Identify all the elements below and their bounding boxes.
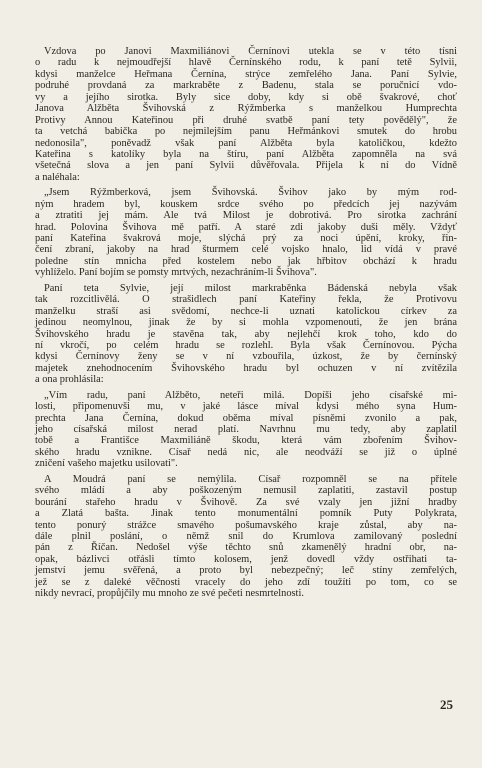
text-line: jeho císařská milost nerad platí. Navrhnu mu tedy, aby zaplatil — [35, 424, 457, 435]
text-line: ta vetchá babička po nejmilejším panu Heřmánkovi smutek do hrobu — [35, 126, 457, 138]
text-line: vyhlíželo. Paní bojím se pomsty mrtvých, nezachráním-li Švihova". — [35, 267, 317, 279]
text-line: Janova Alžběta Švihovská z Rýžmberka s manželkou Humprechta — [35, 103, 457, 115]
text-line: Vzdova po Janovi Maxmiliánovi Černínovi utekla se v této tísni — [44, 46, 457, 57]
text-line: prechta Jana Černína, dokud oběma míval písněmi zvonilo a pak, — [35, 412, 457, 424]
text-line: paní Kateřina švakrová moje, slýchá prý za noci úpění, kroky, řin- — [35, 233, 457, 244]
text-line: a ztratiti jej mám. Ale tvá Milost je dobrotivá. Pro sirotka zachrání — [35, 210, 457, 222]
text-line: Švihovského hradu je stavěna tak, aby nejlehčí krok toho, kdo do — [35, 328, 457, 340]
text-line: tak rozcitlivělá. O strašidlech paní Kateřiny řekla, že Protivovu — [35, 294, 457, 306]
text-line: jedinou neomylnou, jinak že by si mohla vzpomenouti, že jen brána — [35, 317, 457, 329]
text-line: hrad. Polovina Švihova mě patří. A staré zdi jakoby duši měly. Vždyť — [35, 221, 457, 233]
paragraph — [35, 283, 457, 386]
text-line: všetečná slova a jen paní Sylvii důvěřovala. Přijela k ní do Vídně — [35, 160, 457, 172]
text-line: ným hradem byl, kouskem srdce svého po předcích jej nazývám — [35, 198, 457, 210]
text-line: nedonosila", poněvadž však paní Alžběta byla katoličkou, kdežto — [35, 137, 457, 149]
text-line: ského hradu vznikne. Císař nedá nic, ale neodváží se již o úplné — [35, 446, 457, 458]
paragraph — [35, 46, 457, 183]
text-line: Paní teta Sylvie, její milost markraběnka Bádenská nebyla však — [44, 282, 457, 294]
paragraph — [35, 187, 457, 279]
text-line: o radu k nejmoudřejší hlavě Černínského rodu, k paní tetě Sylvii, — [35, 57, 457, 69]
text-line: A Moudrá paní se nemýlila. Císař rozpomněl se na přítele — [44, 473, 457, 485]
text-line: dále plnil poslání, o němž snil do Krumlova zamilovaný poslední — [35, 530, 457, 542]
text-line: tobě a Františce Maxmiliáně škodu, která vám zbořením Švihov- — [35, 435, 457, 447]
text-line: poledne stín mnicha před kostelem nebo jak hřbitov obchází k hradu — [35, 255, 457, 267]
text-line: majetek znehodnocením Švihovského hradu byl ochuzen v ní zvítězila — [35, 362, 457, 374]
text-line: jež se z daleké věčnosti vracely do jeho zdí toužíti po tom, co se — [35, 576, 457, 588]
text-line: losti, připomenuvši mu, v jaké lásce míval kdysi mého syna Hum- — [35, 401, 457, 413]
paragraph — [35, 390, 457, 470]
text-line: „Vím radu, paní Alžběto, neteři milá. Dopíši jeho císařské mi- — [44, 389, 457, 401]
text-line: bourání stařeho hradu v Švihově. Za své vzaly jen jižní hradby — [35, 496, 457, 508]
text-line: opak, bázlivci otřásli tímto kolosem, jenž dovedl vždy ostřihati ta- — [35, 553, 457, 565]
text-line: kdysi manželce Heřmana Černína, strýce zemřelého Jana. Paní Sylvie, — [35, 68, 457, 80]
text-line: čení zbraní, jakoby na hrad šturmem celé vojsko hnalo, lid vídá v pravé — [35, 244, 457, 256]
text-line: a naléhala: — [35, 171, 80, 183]
text-line: zničení vašeho majetku usilovati". — [35, 458, 178, 470]
text-line: jemství jemu svěřená, a proto byl nebezpečný; leč stíny zemřelých, — [35, 565, 457, 577]
text-line: ní vkročí, po celém hradu se rozlehl. Byla však Černínovou. Pýcha — [35, 339, 457, 351]
text-line: svého mládí a aby poškozeným nemusil zaplatiti, zastavil postup — [35, 485, 457, 497]
text-line: „Jsem Rýžmberková, jsem Švihovská. Švihov jako by mým rod- — [44, 187, 457, 199]
text-line: vy a jejího sirotka. Byly sice doby, kdy si obě švakrové, choť — [35, 91, 457, 103]
text-line: nikdy nevrací, propůjčily mu mnoho ze své pečeti nesmrtelnosti. — [35, 588, 304, 600]
text-line: Kateřina s katolíky byla na štíru, paní Alžběta zapomněla na svá — [35, 148, 457, 160]
text-line: manželku straší asi svědomí, nechce-li uznati katolickou církev za — [35, 305, 457, 317]
page-number: 25 — [440, 697, 453, 712]
text-line: kdysi Černínovy ženy se v ní vzbouřila, úzkost, že by černínský — [35, 351, 457, 363]
text-line: a ona prohlásila: — [35, 374, 104, 386]
text-line: pán z Říčan. Nedošel výše těchto snů zkamenělý hradní obr, na- — [35, 542, 457, 554]
text-line: Protivy Annou Kateřinou při druhé svatbě paní tety povědělý", že — [35, 114, 457, 126]
page-text — [35, 46, 457, 600]
text-line: a Zlatá bašta. Jinak tento monumentální pomník Puty Polykrata, — [35, 508, 457, 520]
text-line: tento ponurý strážce smavého pošumavského kraje zůstal, aby na- — [35, 519, 457, 531]
text-line: podruhé provdaná za markraběte z Badenu, stala se poručnicí vdo- — [35, 80, 457, 92]
paragraph — [35, 474, 457, 600]
